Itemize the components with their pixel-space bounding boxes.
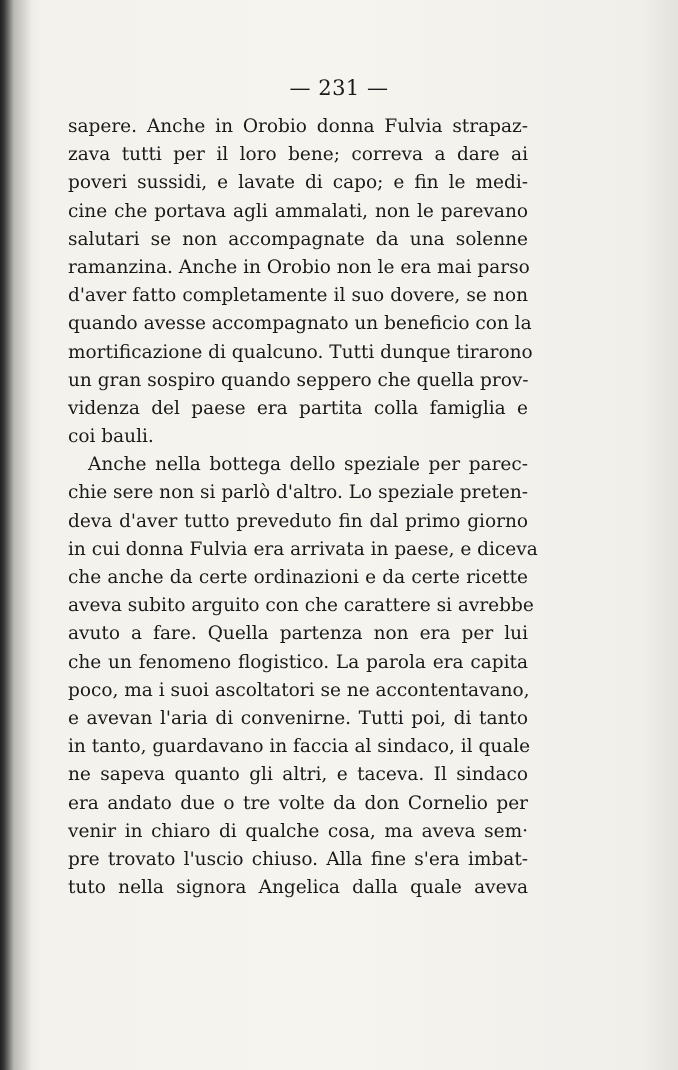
text-line: che un fenomeno flogistico. La parola era capita xyxy=(68,651,528,673)
text-line: sapere. Anche in Orobio donna Fulvia strapaz- xyxy=(68,116,528,137)
text-line: che anche da certe ordinazioni e da certe ricette xyxy=(68,567,528,588)
text-line: quando avesse accompagnato un beneficio con la xyxy=(68,313,532,335)
text-line: aveva subito arguito con che carattere si avrebbe xyxy=(68,595,534,617)
text-line: ne sapeva quanto gli altri, e taceva. Il sindaco xyxy=(68,764,528,786)
text-line: e avevan l'aria di convenirne. Tutti poi, di tanto xyxy=(68,707,528,729)
text-line: d'aver fatto completamente il suo dovere, se non xyxy=(68,285,528,307)
text-line: cine che portava agli ammalati, non le parevano xyxy=(68,200,528,222)
paragraph-2 xyxy=(68,451,538,902)
text-line: poveri sussidi, e lavate di capo; e fin le medi- xyxy=(68,172,528,194)
text-line: poco, ma i suoi ascoltatori se ne accontentavano, xyxy=(68,679,530,701)
body-text xyxy=(68,113,538,902)
binding-shadow xyxy=(14,0,32,1070)
binding-edge xyxy=(0,0,14,1070)
text-line: deva d'aver tutto preveduto fin dal primo giorno xyxy=(68,510,528,532)
text-line: un gran sospiro quando seppero che quella prov- xyxy=(68,369,529,391)
text-line: pre trovato l'uscio chiuso. Alla fine s'era imbat- xyxy=(68,848,528,870)
text-line: tuto nella signora Angelica dalla quale aveva xyxy=(68,877,528,899)
text-line: coi bauli. xyxy=(68,426,154,448)
text-line: videnza del paese era partita colla famiglia e xyxy=(68,397,528,419)
text-line: avuto a fare. Quella partenza non era per lui xyxy=(68,623,528,645)
paragraph-1 xyxy=(68,113,533,451)
text-line: era andato due o tre volte da don Cornelio per xyxy=(68,792,528,814)
text-line: Anche nella bottega dello speziale per parec- xyxy=(88,454,528,476)
text-line: venir in chiaro di qualche cosa, ma aveva sem· xyxy=(68,820,528,842)
text-line: in tanto, guardavano in faccia al sindaco, il quale xyxy=(68,736,531,758)
text-line: salutari se non accompagnate da una solenne xyxy=(68,228,528,250)
text-line: zava tutti per il loro bene; correva a dare ai xyxy=(68,144,528,166)
text-line: chie sere non si parlò d'altro. Lo speziale preten- xyxy=(68,482,528,504)
text-line: mortificazione di qualcuno. Tutti dunque tirarono xyxy=(68,341,533,363)
page-number: — 231 — xyxy=(289,76,389,100)
text-line: in cui donna Fulvia era arrivata in paese, e diceva xyxy=(68,538,538,560)
text-line: ramanzina. Anche in Orobio non le era mai parso xyxy=(68,256,530,278)
